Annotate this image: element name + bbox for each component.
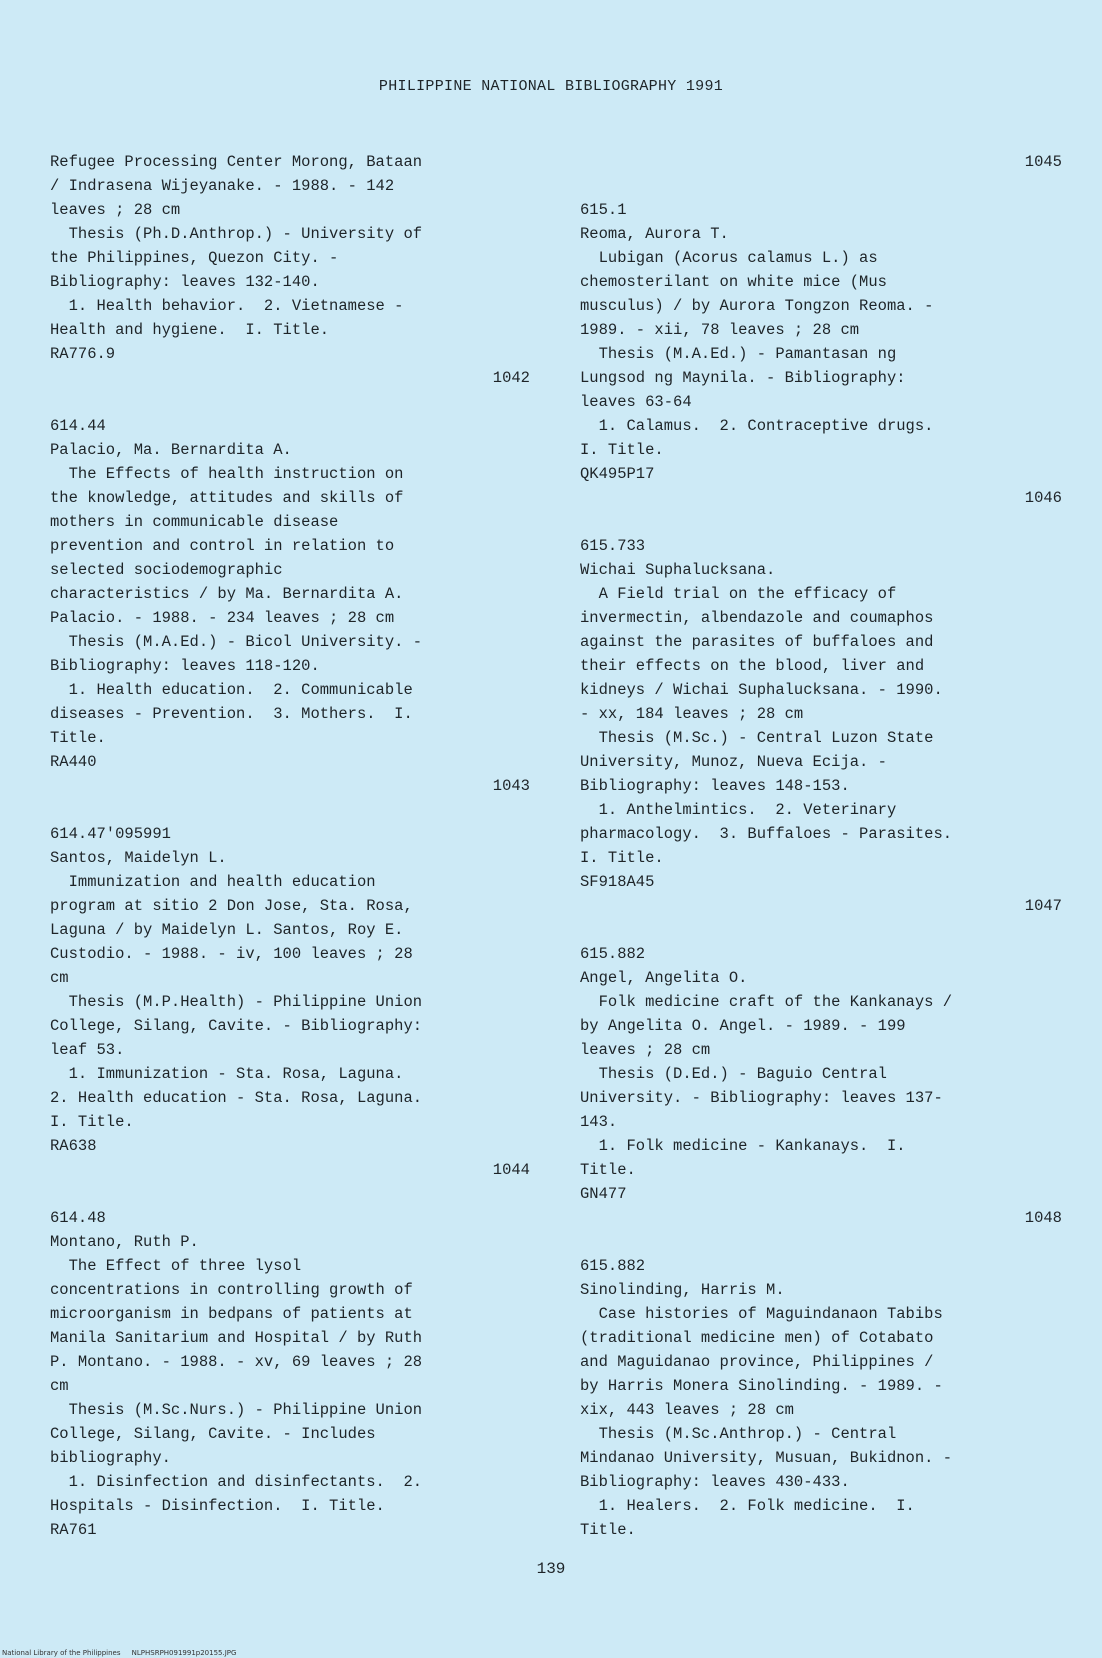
entry-line: College, Silang, Cavite. - Includes — [50, 1425, 376, 1443]
entry-line: Hospitals - Disinfection. I. Title. — [50, 1497, 385, 1515]
entry-line: mothers in communicable disease — [50, 513, 339, 531]
entry-line: 1. Folk medicine - Kankanays. I. — [580, 1137, 906, 1155]
entry-line: Santos, Maidelyn L. — [50, 849, 227, 867]
left-column — [50, 150, 530, 1542]
bibliography-entry — [580, 198, 1062, 534]
bibliography-entry — [50, 414, 530, 822]
entry-line: prevention and control in relation to — [50, 537, 395, 555]
entry-line: The Effects of health instruction on — [50, 465, 404, 483]
entry-line: by Harris Monera Sinolinding. - 1989. - — [580, 1377, 943, 1395]
bibliography-entry — [50, 822, 530, 1206]
entry-line: 615.733 — [580, 537, 646, 555]
entry-number: 1042 — [492, 369, 530, 387]
entry-number: 1043 — [492, 777, 530, 795]
entry-line: Wichai Suphalucksana. — [580, 561, 776, 579]
entry-line: 1. Disinfection and disinfectants. 2. — [50, 1473, 423, 1491]
entry-line: Immunization and health education — [50, 873, 376, 891]
entry-line: Bibliography: leaves 430-433. — [580, 1473, 850, 1491]
entry-line: diseases - Prevention. 3. Mothers. I. — [50, 705, 413, 723]
entry-line: leaves ; 28 cm — [50, 201, 181, 219]
entry-line: Thesis (M.P.Health) - Philippine Union — [50, 993, 423, 1011]
bibliography-entry — [50, 1206, 530, 1542]
entry-line: 614.47'095991 — [50, 825, 171, 843]
entry-line: GN477 — [580, 1185, 627, 1203]
entry-line: - xx, 184 leaves ; 28 cm — [580, 705, 804, 723]
entry-line: Thesis (M.Sc.Anthrop.) - Central — [580, 1425, 897, 1443]
entry-line: Bibliography: leaves 118-120. — [50, 657, 320, 675]
entry-line: characteristics / by Ma. Bernardita A. — [50, 585, 404, 603]
entry-line: I. Title. — [50, 1113, 134, 1131]
entry-line: 1. Immunization - Sta. Rosa, Laguna. — [50, 1065, 404, 1083]
entry-line: 1. Health behavior. 2. Vietnamese - — [50, 297, 404, 315]
entry-line: Manila Sanitarium and Hospital / by Ruth — [50, 1329, 423, 1347]
entry-line: Thesis (M.A.Ed.) - Pamantasan ng — [580, 345, 897, 363]
entry-line: I. Title. — [580, 441, 664, 459]
entry-number: 1045 — [1024, 153, 1062, 171]
entry-line: A Field trial on the efficacy of — [580, 585, 897, 603]
entry-line: College, Silang, Cavite. - Bibliography: — [50, 1017, 423, 1035]
entry-line: 1. Healers. 2. Folk medicine. I. — [580, 1497, 915, 1515]
entry-line: University, Munoz, Nueva Ecija. - — [580, 753, 887, 771]
entry-line: kidneys / Wichai Suphalucksana. - 1990. — [580, 681, 943, 699]
entry-line: 1. Calamus. 2. Contraceptive drugs. — [580, 417, 934, 435]
entry-line: microorganism in bedpans of patients at — [50, 1305, 413, 1323]
entry-line: program at sitio 2 Don Jose, Sta. Rosa, — [50, 897, 413, 915]
entry-line: I. Title. — [580, 849, 664, 867]
entry-line: Lubigan (Acorus calamus L.) as — [580, 249, 878, 267]
entry-number: 1048 — [1024, 1209, 1062, 1227]
entry-line: 1. Health education. 2. Communicable — [50, 681, 413, 699]
entry-line: / Indrasena Wijeyanake. - 1988. - 142 — [50, 177, 395, 195]
entry-line: 615.882 — [580, 1257, 646, 1275]
entry-line: leaves 63-64 — [580, 393, 692, 411]
entry-line: 614.44 — [50, 417, 106, 435]
entry-line: 2. Health education - Sta. Rosa, Laguna. — [50, 1089, 423, 1107]
entry-line: Lungsod ng Maynila. - Bibliography: — [580, 369, 906, 387]
entry-line: Montano, Ruth P. — [50, 1233, 199, 1251]
entry-line: chemosterilant on white mice (Mus — [580, 273, 887, 291]
bibliography-entry — [580, 534, 1062, 942]
entry-line: Thesis (Ph.D.Anthrop.) - University of — [50, 225, 423, 243]
entry-line: invermectin, albendazole and coumaphos — [580, 609, 934, 627]
entry-line: Angel, Angelita O. — [580, 969, 748, 987]
entry-line: musculus) / by Aurora Tongzon Reoma. - — [580, 297, 934, 315]
footer-institution: National Library of the Philippines — [2, 1649, 121, 1657]
bibliography-entry — [50, 150, 530, 414]
entry-line: QK495P17 — [580, 465, 655, 483]
entry-line: Palacio, Ma. Bernardita A. — [50, 441, 292, 459]
entry-line: Mindanao University, Musuan, Bukidnon. - — [580, 1449, 953, 1467]
entry-line: The Effect of three lysol — [50, 1257, 302, 1275]
footer-file: NLPHSRPH091991p20155.JPG — [131, 1649, 237, 1657]
entry-line: their effects on the blood, liver and — [580, 657, 925, 675]
entry-line: Case histories of Maguindanaon Tabibs — [580, 1305, 943, 1323]
entry-line: 615.1 — [580, 201, 627, 219]
entry-line: bibliography. — [50, 1449, 171, 1467]
entry-line: Thesis (M.A.Ed.) - Bicol University. - — [50, 633, 423, 651]
entry-line: cm — [50, 969, 69, 987]
entry-line: RA638 — [50, 1137, 97, 1155]
entry-line: by Angelita O. Angel. - 1989. - 199 — [580, 1017, 906, 1035]
entry-line: Title. — [50, 729, 106, 747]
entry-line: Custodio. - 1988. - iv, 100 leaves ; 28 — [50, 945, 413, 963]
entry-line: selected sociodemographic — [50, 561, 283, 579]
entry-line: Palacio. - 1988. - 234 leaves ; 28 cm — [50, 609, 395, 627]
entry-line: Thesis (D.Ed.) - Baguio Central — [580, 1065, 887, 1083]
entry-line: RA440 — [50, 753, 97, 771]
entry-line: cm — [50, 1377, 69, 1395]
entry-line: SF918A45 — [580, 873, 655, 891]
entry-line: 614.48 — [50, 1209, 106, 1227]
entry-line: Reoma, Aurora T. — [580, 225, 729, 243]
entry-line: P. Montano. - 1988. - xv, 69 leaves ; 28 — [50, 1353, 423, 1371]
entry-line: Bibliography: leaves 132-140. — [50, 273, 320, 291]
entry-line: pharmacology. 3. Buffaloes - Parasites. — [580, 825, 953, 843]
entry-line: Title. — [580, 1521, 636, 1539]
entry-line: 143. — [580, 1113, 618, 1131]
entry-line: Sinolinding, Harris M. — [580, 1281, 785, 1299]
entry-line: concentrations in controlling growth of — [50, 1281, 413, 1299]
entry-line: (traditional medicine men) of Cotabato — [580, 1329, 934, 1347]
entry-number: 1046 — [1024, 489, 1062, 507]
entry-line: University. - Bibliography: leaves 137- — [580, 1089, 943, 1107]
entry-line: xix, 443 leaves ; 28 cm — [580, 1401, 794, 1419]
entry-number: 1044 — [492, 1161, 530, 1179]
right-column — [580, 150, 1062, 1542]
entry-line: the Philippines, Quezon City. - — [50, 249, 339, 267]
entry-line: Thesis (M.Sc.Nurs.) - Philippine Union — [50, 1401, 423, 1419]
entry-line: 615.882 — [580, 945, 646, 963]
bibliography-entry — [580, 1254, 1062, 1542]
entry-line: Bibliography: leaves 148-153. — [580, 777, 850, 795]
entry-line: Title. — [580, 1161, 636, 1179]
entry-line: 1989. - xii, 78 leaves ; 28 cm — [580, 321, 860, 339]
entry-line: Thesis (M.Sc.) - Central Luzon State — [580, 729, 934, 747]
scan-footer — [0, 1649, 1102, 1657]
entry-line: Refugee Processing Center Morong, Bataan — [50, 153, 423, 171]
page-header: PHILIPPINE NATIONAL BIBLIOGRAPHY 1991 — [378, 78, 724, 95]
entry-line: RA761 — [50, 1521, 97, 1539]
bibliography-entry — [580, 942, 1062, 1254]
entry-line: Health and hygiene. I. Title. — [50, 321, 330, 339]
entry-number: 1047 — [1024, 897, 1062, 915]
page-number: 139 — [536, 1560, 566, 1578]
entry-line: leaf 53. — [50, 1041, 125, 1059]
entry-line: and Maguidanao province, Philippines / — [580, 1353, 934, 1371]
entry-line: against the parasites of buffaloes and — [580, 633, 934, 651]
entry-line: leaves ; 28 cm — [580, 1041, 711, 1059]
entry-line: RA776.9 — [50, 345, 116, 363]
bibliography-entry — [580, 150, 1062, 198]
entry-line: Folk medicine craft of the Kankanays / — [580, 993, 953, 1011]
entry-line: Laguna / by Maidelyn L. Santos, Roy E. — [50, 921, 404, 939]
entry-line: 1. Anthelmintics. 2. Veterinary — [580, 801, 897, 819]
entry-line: the knowledge, attitudes and skills of — [50, 489, 404, 507]
